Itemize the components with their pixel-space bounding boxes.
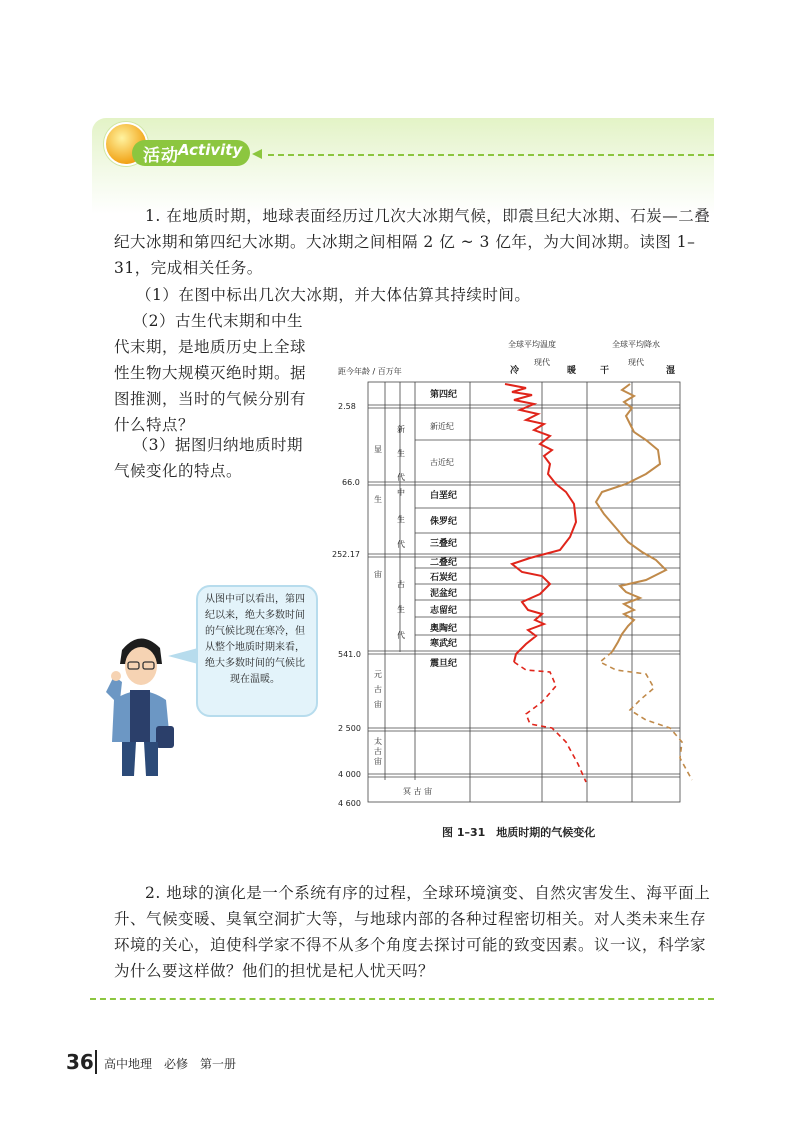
student-illustration [100, 630, 180, 780]
y-tick-label: 4 600 [338, 799, 361, 808]
eon-label: 太 [374, 737, 382, 746]
era-label: 代 [397, 631, 405, 640]
period-label: 二叠纪 [430, 558, 458, 568]
precipitation-curve-dashed [600, 652, 692, 780]
era-label: 新 [397, 425, 405, 434]
temp-warm-label: 暖 [567, 366, 577, 376]
era-label: 代 [397, 540, 405, 549]
question-1-sub1: （1）在图中标出几次大冰期，并大体估算其持续时间。 [136, 286, 531, 304]
question-1-sub3: （3）据图归纳地质时期气候变化的特点。 [114, 436, 303, 480]
precip-dry-label: 干 [600, 366, 610, 376]
speech-bubble-text: 从图中可以看出，第四纪以来，绝大多数时间的气候比现在寒冷，但从整个地质时期来看，绝大多数时间的气候比现在温暖。 [205, 594, 305, 685]
era-label: 古 [397, 580, 405, 589]
y-tick-label: 252.17 [332, 550, 360, 559]
period-label: 志留纪 [430, 606, 458, 616]
arrow-left-icon [252, 149, 262, 159]
temp-modern-label: 现代 [534, 358, 550, 367]
period-label: 新近纪 [430, 422, 454, 431]
temperature-curve [505, 384, 576, 662]
eon-label: 生 [374, 495, 382, 504]
era-label: 生 [397, 515, 405, 524]
eon-label: 显 [374, 445, 382, 454]
series-precipitation-name: 全球平均降水 [612, 340, 660, 349]
eon-label: 宙 [374, 570, 382, 579]
era-label: 生 [397, 605, 405, 614]
y-tick-label: 4 000 [338, 770, 361, 779]
period-label: 石炭纪 [430, 573, 458, 583]
period-label: 泥盆纪 [430, 589, 458, 599]
precipitation-curve [596, 384, 666, 652]
period-label: 三叠纪 [430, 539, 458, 549]
period-label: 白垩纪 [430, 491, 458, 501]
eon-label: 元 [374, 670, 382, 679]
eon-label: 宙 [374, 757, 382, 766]
activity-label-cn: 活动 [143, 146, 179, 166]
series-temperature-name: 全球平均温度 [508, 340, 556, 349]
y-axis-label: 距今年龄 / 百万年 [338, 367, 402, 376]
page-number: 36 [66, 1050, 94, 1074]
climate-chart [330, 332, 700, 832]
period-label: 奥陶纪 [430, 624, 458, 634]
era-label: 生 [397, 449, 405, 458]
eon-label: 冥 古 宙 [403, 787, 433, 796]
precip-modern-label: 现代 [628, 358, 644, 367]
activity-header-band [92, 118, 714, 214]
period-label: 第四纪 [430, 390, 458, 400]
era-label: 中 [397, 488, 405, 497]
question-1: 1. 在地质时期，地球表面经历过几次大冰期气候，即震旦纪大冰期、石炭—二叠纪大冰期和第四纪大冰期。大冰期之间相隔 2 亿 ~ 3 亿年，为大间冰期。读图 1–31，完成相关任务。 [114, 207, 711, 277]
period-label: 震旦纪 [430, 659, 458, 669]
question-2: 2. 地球的演化是一个系统有序的过程，全球环境演变、自然灾害发生、海平面上升、气候变暖、臭氧空洞扩大等，与地球内部的各种过程密切相关。对人类未来生存环境的关心，迫使科学家不得不从多个角度去探讨可能的致变因素。议一议，科学家为什么要这样做？他们的担忧是杞人忧天吗？ [114, 884, 711, 980]
question-1-sub2: （2）古生代末期和中生代末期，是地质历史上全球性生物大规模灭绝时期。据图推测，当时的气候分别有什么特点？ [114, 312, 307, 434]
period-label: 侏罗纪 [430, 517, 458, 527]
y-tick-label: 2.58 [338, 402, 356, 411]
period-label: 古近纪 [430, 458, 454, 467]
y-tick-label: 66.0 [342, 478, 360, 487]
period-label: 寒武纪 [430, 639, 458, 649]
temperature-curve-dashed [514, 662, 586, 782]
eon-label: 宙 [374, 700, 382, 709]
book-title: 高中地理 必修 第一册 [104, 1057, 237, 1071]
activity-label-en: Activity [178, 141, 243, 159]
figure-caption: 图 1–31 地质时期的气候变化 [442, 826, 596, 839]
temp-cold-label: 冷 [510, 366, 520, 376]
y-tick-label: 541.0 [338, 650, 361, 659]
eon-label: 古 [374, 685, 382, 694]
era-label: 代 [397, 473, 405, 482]
eon-label: 古 [374, 747, 382, 756]
precip-wet-label: 湿 [666, 366, 676, 376]
y-tick-label: 2 500 [338, 724, 361, 733]
divider-top [268, 154, 714, 156]
divider-bottom [90, 998, 714, 1000]
footer-divider [95, 1050, 97, 1074]
